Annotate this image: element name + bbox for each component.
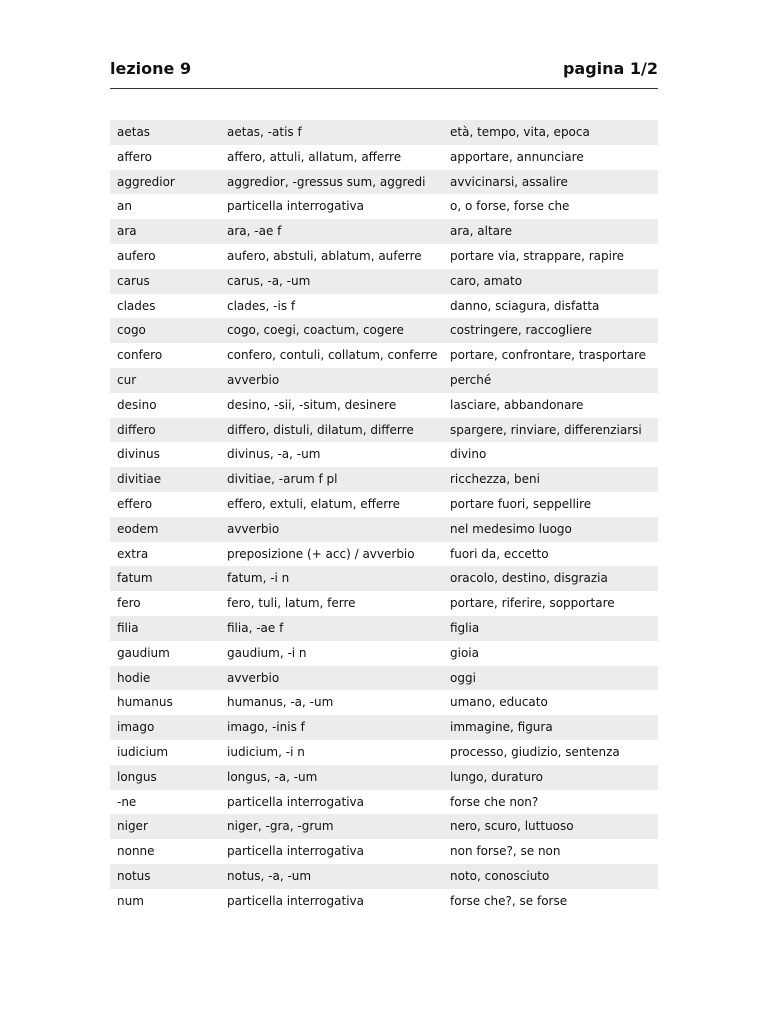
- meaning-cell: ara, altare: [450, 224, 513, 239]
- meaning-cell: gioia: [450, 645, 479, 660]
- table-row: [110, 517, 658, 542]
- table-row: [110, 393, 658, 418]
- table-row: [110, 542, 658, 567]
- table-row: [110, 492, 658, 517]
- meaning-cell: processo, giudizio, sentenza: [450, 744, 620, 759]
- meaning-cell: lasciare, abbandonare: [450, 397, 584, 412]
- meaning-cell: spargere, rinviare, differenziarsi: [450, 422, 642, 437]
- lemma-cell: niger: [117, 819, 148, 834]
- table-row: [110, 690, 658, 715]
- lemma-cell: longus: [117, 769, 157, 784]
- forms-cell: notus, -a, -um: [227, 868, 312, 883]
- meaning-cell: nel medesimo luogo: [450, 521, 572, 536]
- forms-cell: avverbio: [227, 372, 280, 387]
- table-row: [110, 641, 658, 666]
- forms-cell: aufero, abstuli, ablatum, auferre: [227, 248, 422, 263]
- forms-cell: humanus, -a, -um: [227, 695, 334, 710]
- meaning-cell: forse che?, se forse: [450, 893, 568, 908]
- meaning-cell: avvicinarsi, assalire: [450, 174, 568, 189]
- forms-cell: preposizione (+ acc) / avverbio: [227, 546, 415, 561]
- meaning-cell: lungo, duraturo: [450, 769, 543, 784]
- table-row: [110, 318, 658, 343]
- meaning-cell: o, o forse, forse che: [450, 199, 570, 214]
- table-row: [110, 765, 658, 790]
- forms-cell: confero, contuli, collatum, conferre: [227, 348, 438, 363]
- table-row: [110, 889, 658, 914]
- forms-cell: effero, extuli, elatum, efferre: [227, 496, 401, 511]
- meaning-cell: figlia: [450, 620, 480, 635]
- meaning-cell: portare, riferire, sopportare: [450, 596, 615, 611]
- meaning-cell: nero, scuro, luttuoso: [450, 819, 574, 834]
- lemma-cell: aetas: [117, 125, 151, 139]
- page-header: [110, 58, 658, 82]
- forms-cell: aggredior, -gressus sum, aggredi: [227, 174, 426, 189]
- meaning-cell: apportare, annunciare: [450, 149, 584, 164]
- lemma-cell: ara: [117, 224, 137, 239]
- lemma-cell: humanus: [117, 695, 173, 710]
- meaning-cell: noto, conosciuto: [450, 868, 550, 883]
- table-row: [110, 269, 658, 294]
- lemma-cell: gaudium: [117, 645, 170, 660]
- forms-cell: fero, tuli, latum, ferre: [227, 596, 356, 611]
- meaning-cell: forse che non?: [450, 794, 539, 809]
- forms-cell: particella interrogativa: [227, 794, 364, 809]
- header-divider: [110, 88, 658, 89]
- lemma-cell: eodem: [117, 521, 159, 536]
- table-row: [110, 442, 658, 467]
- lemma-cell: fero: [117, 596, 141, 611]
- table-row: [110, 715, 658, 740]
- lemma-cell: carus: [117, 273, 150, 288]
- table-row: [110, 343, 658, 368]
- meaning-cell: costringere, raccogliere: [450, 323, 592, 338]
- forms-cell: imago, -inis f: [227, 720, 305, 735]
- table-row: [110, 591, 658, 616]
- meaning-cell: oracolo, destino, disgrazia: [450, 571, 608, 586]
- lemma-cell: num: [117, 893, 144, 908]
- meaning-cell: immagine, figura: [450, 720, 553, 735]
- lemma-cell: imago: [117, 720, 155, 735]
- table-row: [110, 616, 658, 641]
- lemma-cell: an: [117, 199, 132, 214]
- lemma-cell: differo: [117, 422, 156, 437]
- table-row: [110, 170, 658, 195]
- table-row: [110, 219, 658, 244]
- meaning-cell: caro, amato: [450, 273, 523, 288]
- table-row: [110, 740, 658, 765]
- meaning-cell: fuori da, eccetto: [450, 546, 549, 561]
- lemma-cell: cogo: [117, 323, 146, 338]
- lemma-cell: aufero: [117, 248, 156, 263]
- lemma-cell: aggredior: [117, 174, 175, 189]
- table-row: [110, 839, 658, 864]
- meaning-cell: perché: [450, 372, 492, 387]
- forms-cell: clades, -is f: [227, 298, 296, 313]
- table-row: [110, 194, 658, 219]
- table-row: [110, 666, 658, 691]
- forms-cell: longus, -a, -um: [227, 769, 318, 784]
- page-number: pagina 1/2: [562, 59, 658, 78]
- lemma-cell: filia: [117, 620, 139, 635]
- table-row: [110, 418, 658, 443]
- meaning-cell: portare, confrontare, trasportare: [450, 348, 647, 363]
- forms-cell: differo, distuli, dilatum, differre: [227, 422, 414, 437]
- table-row: [110, 566, 658, 591]
- lemma-cell: iudicium: [117, 744, 169, 759]
- forms-cell: particella interrogativa: [227, 844, 364, 859]
- meaning-cell: portare fuori, seppellire: [450, 496, 592, 511]
- meaning-cell: danno, sciagura, disfatta: [450, 298, 600, 313]
- lemma-cell: confero: [117, 348, 163, 363]
- forms-cell: divinus, -a, -um: [227, 447, 321, 462]
- forms-cell: avverbio: [227, 521, 280, 536]
- forms-cell: avverbio: [227, 670, 280, 685]
- forms-cell: fatum, -i n: [227, 571, 290, 586]
- lemma-cell: nonne: [117, 844, 155, 859]
- forms-cell: aetas, -atis f: [227, 125, 302, 139]
- forms-cell: affero, attuli, allatum, afferre: [227, 149, 402, 164]
- forms-cell: gaudium, -i n: [227, 645, 307, 660]
- table-row: [110, 294, 658, 319]
- forms-cell: filia, -ae f: [227, 620, 284, 635]
- lemma-cell: extra: [117, 546, 149, 561]
- forms-cell: divitiae, -arum f pl: [227, 472, 338, 487]
- meaning-cell: età, tempo, vita, epoca: [450, 125, 590, 139]
- table-row: [110, 145, 658, 170]
- meaning-cell: non forse?, se non: [450, 844, 561, 859]
- table-row: [110, 120, 658, 145]
- lemma-cell: desino: [117, 397, 157, 412]
- lemma-cell: fatum: [117, 571, 153, 586]
- lemma-cell: hodie: [117, 670, 151, 685]
- lemma-cell: divitiae: [117, 472, 162, 487]
- lemma-cell: clades: [117, 298, 156, 313]
- lemma-cell: effero: [117, 496, 153, 511]
- lemma-cell: -ne: [117, 794, 137, 809]
- meaning-cell: divino: [450, 447, 487, 462]
- table-row: [110, 368, 658, 393]
- meaning-cell: oggi: [450, 670, 476, 685]
- lemma-cell: divinus: [117, 447, 160, 462]
- lesson-title: lezione 9: [110, 59, 192, 78]
- lemma-cell: notus: [117, 868, 151, 883]
- lemma-cell: cur: [117, 372, 137, 387]
- meaning-cell: umano, educato: [450, 695, 548, 710]
- table-row: [110, 814, 658, 839]
- forms-cell: niger, -gra, -grum: [227, 819, 334, 834]
- table-row: [110, 467, 658, 492]
- meaning-cell: portare via, strappare, rapire: [450, 248, 625, 263]
- forms-cell: particella interrogativa: [227, 199, 364, 214]
- table-row: [110, 790, 658, 815]
- vocabulary-table: [110, 120, 658, 914]
- table-row: [110, 244, 658, 269]
- forms-cell: particella interrogativa: [227, 893, 364, 908]
- forms-cell: cogo, coegi, coactum, cogere: [227, 323, 404, 338]
- forms-cell: desino, -sii, -situm, desinere: [227, 397, 397, 412]
- meaning-cell: ricchezza, beni: [450, 472, 540, 487]
- forms-cell: carus, -a, -um: [227, 273, 311, 288]
- forms-cell: iudicium, -i n: [227, 744, 305, 759]
- forms-cell: ara, -ae f: [227, 224, 282, 239]
- table-row: [110, 864, 658, 889]
- lemma-cell: affero: [117, 149, 153, 164]
